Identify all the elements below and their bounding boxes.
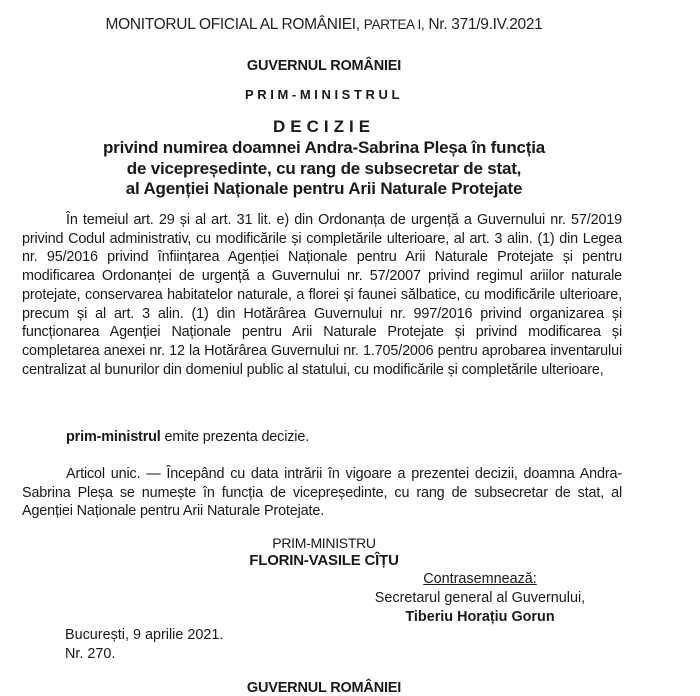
enactment-text: emite prezenta decizie.	[160, 429, 310, 445]
subtitle-line: privind numirea doamnei Andra-Sabrina Pleșa în funcția	[103, 138, 545, 157]
issuer-government: GUVERNUL ROMÂNIEI	[246, 58, 402, 74]
article-paragraph: Articol unic. — Începând cu data intrării în vigoare a prezentei decizii, doamna Andra-Sabrina Pleșa se numește în funcția de vicepreședinte, cu rang de subsecretar de stat, al Agenției Naționale pentru Arii Naturale Protejate.	[22, 466, 622, 520]
gazette-part: PARTEA I,	[363, 17, 425, 32]
gazette-issue: Nr. 371/9.IV.2021	[428, 16, 543, 33]
document-title: DECIZIE	[272, 117, 376, 136]
countersignature-block	[350, 570, 610, 627]
subtitle-line: al Agenției Naționale pentru Arii Naturale Protejate	[125, 179, 523, 198]
subtitle-line: de vicepreședinte, cu rang de subsecretar de stat,	[126, 158, 522, 178]
running-header	[0, 16, 648, 34]
signatory-name: FLORIN-VASILE CÎȚU	[249, 552, 399, 569]
place-date: București, 9 aprilie 2021.	[65, 627, 224, 643]
article-section	[22, 465, 622, 521]
countersign-name: Tiberiu Horațiu Gorun	[405, 609, 555, 625]
preamble-paragraph: În temeiul art. 29 și al art. 31 lit. e) din Ordonanța de urgență a Guvernului nr. 57/2019 privind Codul administrativ, cu modificările și completările ulterioare, al art. 3 alin. (1) din Legea nr. 95/2016 privind înființarea Agenției Naționale pentru Arii Naturale Protejate și pentru modificarea Ordonanței de urgență a Guvernului nr. 57/2007 privind regimul ariilor naturale protejate, conservarea habitatelor naturale, a florei și faunei sălbatice, cu modificările ulterioare, precum și al art. 3 alin. (1) din Hotărârea Guvernului nr. 997/2016 privind organizarea și funcționarea Agenției Naționale pentru Arii Naturale Protejate și privind modificarea și completarea anexei nr. 12 la Hotărârea Guvernului nr. 1.705/2006 pentru aprobarea inventarului centralizat al bunurilor din domeniul public al statului, cu modificările și completările ulterioare,	[22, 212, 622, 378]
enactment-authority: prim-ministrul	[66, 429, 161, 445]
signatory-title: PRIM-MINISTRU	[272, 535, 376, 551]
place-date-block	[65, 626, 223, 664]
issuer-office: PRIM-MINISTRUL	[245, 87, 403, 102]
countersign-label: Contrasemnează:	[423, 571, 537, 587]
gazette-name: MONITORUL OFICIAL AL ROMÂNIEI,	[105, 16, 360, 33]
enactment-paragraph	[22, 428, 622, 447]
document-subtitle	[0, 138, 648, 200]
countersign-role: Secretarul general al Guvernului,	[374, 590, 586, 606]
next-section-government: GUVERNUL ROMÂNIEI	[246, 680, 402, 696]
enactment-section	[22, 428, 622, 447]
decision-number: Nr. 270.	[65, 646, 116, 662]
preamble-section	[22, 211, 622, 379]
